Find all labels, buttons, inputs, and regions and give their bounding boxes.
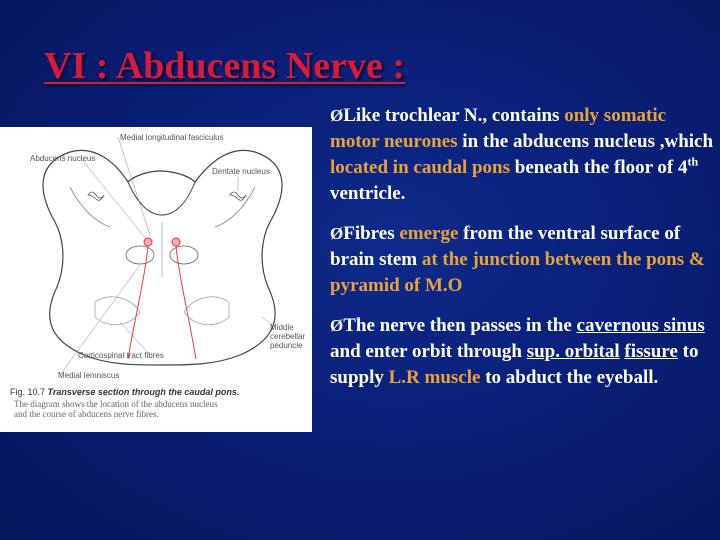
pons-outline: [43, 150, 282, 365]
right-abducens-nucleus: [172, 238, 180, 246]
bullet-list: [330, 103, 718, 405]
highlight-text: at the junction between the pons & pyramid of M.O: [330, 249, 705, 296]
figure-number: Fig. 10.7: [10, 387, 46, 397]
label-dentate-nucleus: Dentate nucleus: [212, 167, 270, 176]
highlight-text: located in caudal pons: [330, 157, 511, 178]
figure-caption-line-2: and the course of abducens nerve fibres.: [14, 409, 159, 419]
figure-caption-body: [14, 399, 309, 419]
bullet-text: and enter orbit through: [330, 341, 527, 362]
right-dentate-nucleus: [230, 192, 246, 200]
underlined-text: fissure: [624, 341, 678, 362]
left-tegmental-oval: [126, 246, 154, 264]
bullet-text: to supply: [330, 341, 699, 388]
label-middle-peduncle-3: peduncle: [270, 341, 303, 350]
highlight-text: only somatic motor neurones: [330, 105, 667, 152]
highlight-text: L.R muscle: [388, 367, 481, 388]
figure-caption-line-1: The diagram shows the location of the abducens nucleus: [14, 399, 218, 409]
slide-title: VI : Abducens Nerve :: [44, 45, 405, 87]
bullet-trochlear-comparison: [330, 103, 718, 207]
label-medial-longitudinal-fasciculus: Medial longitudinal fasciculus: [120, 133, 224, 142]
bullet-text: in the abducens nucleus ,which: [457, 131, 714, 152]
highlight-text: emerge: [399, 223, 459, 244]
bullet-text: Like trochlear N., contains: [343, 105, 565, 126]
left-dentate-nucleus: [88, 192, 104, 200]
mlf-leader: [118, 137, 150, 235]
figure-caption-heading: Transverse section through the caudal pons.: [47, 387, 240, 397]
bullet-text: from the ventral surface of brain stem: [330, 223, 681, 270]
label-abducens-nucleus: Abducens nucleus: [30, 154, 96, 163]
arrow-bullet-icon: Ø: [330, 224, 344, 243]
underlined-text: sup. orbital: [526, 341, 620, 362]
pons-diagram-figure: [0, 127, 312, 432]
bullet-text: to abduct the eyeball.: [480, 367, 659, 388]
underlined-text: cavernous sinus: [576, 315, 705, 336]
bullet-text: The nerve then passes in the: [343, 315, 577, 336]
bullet-text: beneath the floor of 4: [510, 157, 688, 178]
right-corticospinal-region: [184, 297, 229, 325]
label-corticospinal-tract: Corticospinal tract fibres: [78, 351, 164, 360]
arrow-bullet-icon: Ø: [330, 106, 344, 125]
bullet-text: Fibres: [343, 223, 400, 244]
label-middle-peduncle-2: cerebellar: [270, 332, 306, 341]
left-abducens-nucleus: [144, 238, 152, 246]
bullet-fibres-emerge: [330, 221, 718, 299]
right-peduncle-line: [215, 187, 255, 227]
figure-caption-title: [10, 387, 239, 397]
arrow-bullet-icon: Ø: [330, 316, 344, 335]
bullet-text: ventricle.: [330, 183, 406, 204]
right-tegmental-oval: [170, 246, 198, 264]
superscript-text: th: [687, 154, 699, 169]
label-medial-lemniscus: Medial lemniscus: [58, 371, 120, 380]
left-corticospinal-region: [95, 297, 140, 325]
bullet-nerve-course: [330, 313, 718, 391]
label-middle-peduncle-1: Middle: [270, 323, 294, 332]
